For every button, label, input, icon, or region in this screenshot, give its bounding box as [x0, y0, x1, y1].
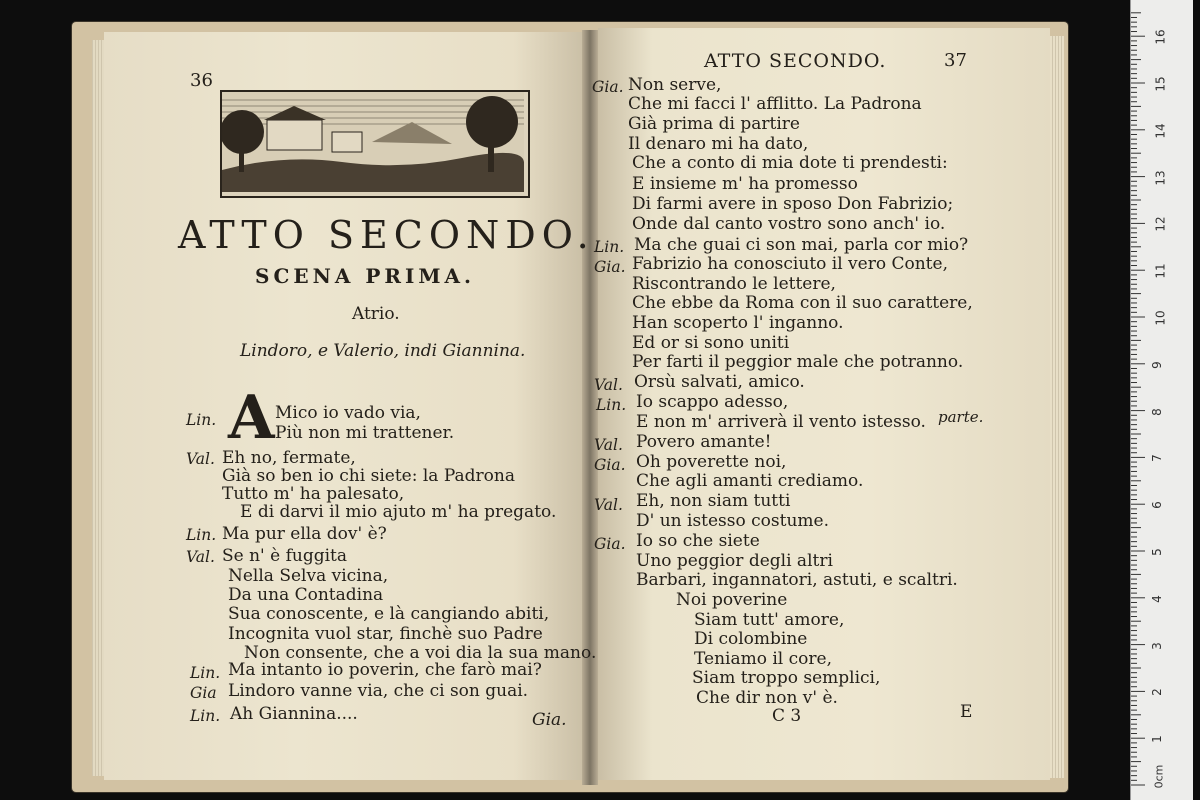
speaker-label: Gia.: [594, 535, 626, 553]
verse-line: Eh, non siam tutti: [636, 491, 791, 511]
ruler-number: 11: [1153, 263, 1168, 279]
stage-direction: parte.: [938, 408, 984, 426]
verse-line: Tutto m' ha palesato,: [222, 484, 405, 504]
catchword: Gia.: [532, 710, 567, 730]
verse-line: Io scappo adesso,: [636, 392, 789, 412]
verse-line: E insieme m' ha promesso: [632, 174, 858, 194]
right-page-edges: [1050, 36, 1064, 778]
verse-line: Barbari, ingannatori, astuti, e scaltri.: [636, 570, 958, 590]
ruler-number: 6: [1149, 501, 1164, 510]
verse-line: Da una Contadina: [228, 585, 384, 605]
ruler-number: 5: [1149, 548, 1164, 556]
landscape-woodcut-icon: [222, 92, 524, 192]
verse-line: E non m' arriverà il vento istesso.: [636, 412, 926, 432]
ruler-number: 14: [1153, 123, 1168, 139]
speaker-label: Val.: [594, 376, 623, 394]
speaker-label: Lin.: [186, 526, 217, 544]
verse-line: Ma pur ella dov' è?: [222, 524, 387, 544]
verse-line: Non serve,: [628, 75, 722, 95]
verse-line: Se n' è fuggita: [222, 546, 348, 566]
verse-line: Sua conoscente, e là cangiando abiti,: [228, 604, 550, 624]
speaker-label: Val.: [594, 496, 623, 514]
verse-line: Siam tutt' amore,: [694, 610, 845, 630]
verse-line: Uno peggior degli altri: [636, 551, 833, 571]
verse-line: Di farmi avere in sposo Don Fabrizio;: [632, 194, 954, 214]
verse-line: Riscontrando le lettere,: [632, 274, 836, 294]
verse-line: Onde dal canto vostro sono anch' io.: [632, 214, 946, 234]
verse-line: Han scoperto l' inganno.: [632, 313, 844, 333]
running-head: ATTO SECONDO.: [704, 50, 887, 72]
woodcut-vignette: [220, 90, 530, 198]
right-page-number: 37: [944, 50, 967, 71]
ruler-number: 10: [1153, 310, 1168, 326]
speaker-label: Val.: [186, 548, 215, 566]
verse-line: Nella Selva vicina,: [228, 566, 389, 586]
left-page-number: 36: [190, 70, 213, 91]
verse-line: Ma intanto io poverin, che farò mai?: [228, 660, 542, 680]
speaker-label: Lin.: [596, 396, 627, 414]
drop-cap: A: [228, 383, 275, 453]
verse-line: Che ebbe da Roma con il suo carattere,: [632, 293, 973, 313]
speaker-label: Lin.: [186, 411, 217, 429]
ruler-number: 7: [1149, 454, 1164, 463]
verse-line: Più non mi trattener.: [275, 423, 455, 443]
ruler-unit: 0cm: [1152, 764, 1166, 789]
ruler-ticks-icon: [1131, 0, 1193, 800]
catchword: E: [960, 702, 973, 722]
verse-line: Che a conto di mia dote ti prendesti:: [632, 153, 948, 173]
scale-ruler: [1130, 0, 1193, 800]
verse-line: Teniamo il core,: [694, 649, 832, 669]
verse-line: Che mi facci l' afflitto. La Padrona: [628, 94, 922, 114]
verse-line: Oh poverette noi,: [636, 452, 787, 472]
ruler-number: 13: [1153, 169, 1168, 186]
verse-line: Ah Giannina....: [230, 704, 358, 724]
ruler-number: 1: [1149, 735, 1164, 744]
verse-line: Già prima di partire: [628, 114, 800, 134]
verse-line: E di darvi il mio ajuto m' ha pregato.: [240, 502, 557, 522]
verse-line: Eh no, fermate,: [222, 448, 356, 468]
speaker-label: Gia.: [592, 78, 624, 96]
verse-line: Per farti il peggior male che potranno.: [632, 352, 964, 372]
signature-mark: C 3: [772, 706, 802, 726]
speaker-label: Val.: [594, 436, 623, 454]
speaker-label: Gia.: [594, 456, 626, 474]
verse-line: Siam troppo semplici,: [692, 668, 881, 688]
scene-title: SCENA PRIMA.: [255, 264, 476, 288]
verse-line: Orsù salvati, amico.: [634, 372, 805, 392]
ruler-number: 16: [1153, 29, 1168, 45]
verse-line: Lindoro vanne via, che ci son guai.: [228, 681, 529, 701]
ruler-number: 12: [1153, 216, 1168, 233]
verse-line: Mico io vado via,: [275, 403, 421, 423]
verse-line: Povero amante!: [636, 432, 772, 452]
verse-line: Ma che guai ci son mai, parla cor mio?: [634, 235, 969, 255]
act-title: ATTO SECONDO.: [178, 213, 595, 257]
verse-line: Che agli amanti crediamo.: [636, 471, 864, 491]
speaker-label: Gia: [190, 684, 217, 702]
ruler-number: 4: [1149, 594, 1164, 603]
character-list: Lindoro, e Valerio, indi Giannina.: [240, 341, 526, 361]
ruler-number: 3: [1149, 641, 1164, 650]
verse-line: Già so ben io chi siete: la Padrona: [222, 466, 515, 486]
verse-line: Il denaro mi ha dato,: [628, 134, 809, 154]
verse-line: D' un istesso costume.: [636, 511, 829, 531]
verse-line: Ed or si sono uniti: [632, 333, 790, 353]
scene-setting: Atrio.: [352, 304, 400, 324]
verse-line: Incognita vuol star, finchè suo Padre: [228, 624, 543, 644]
verse-line: Fabrizio ha conosciuto il vero Conte,: [632, 254, 948, 274]
ruler-number: 2: [1149, 688, 1164, 697]
verse-line: Che dir non v' è.: [696, 688, 838, 708]
ruler-number: 15: [1153, 76, 1168, 92]
verse-line: Di colombine: [694, 629, 808, 649]
speaker-label: Gia.: [594, 258, 626, 276]
speaker-label: Lin.: [594, 238, 625, 256]
ruler-number: 8: [1149, 407, 1164, 416]
verse-line: Io so che siete: [636, 531, 760, 551]
ruler-number: 9: [1149, 360, 1164, 369]
speaker-label: Lin.: [190, 664, 221, 682]
verse-line: Noi poverine: [676, 590, 788, 610]
speaker-label: Val.: [186, 450, 215, 468]
verse-line: Non consente, che a voi dia la sua mano.: [244, 643, 597, 663]
speaker-label: Lin.: [190, 707, 221, 725]
